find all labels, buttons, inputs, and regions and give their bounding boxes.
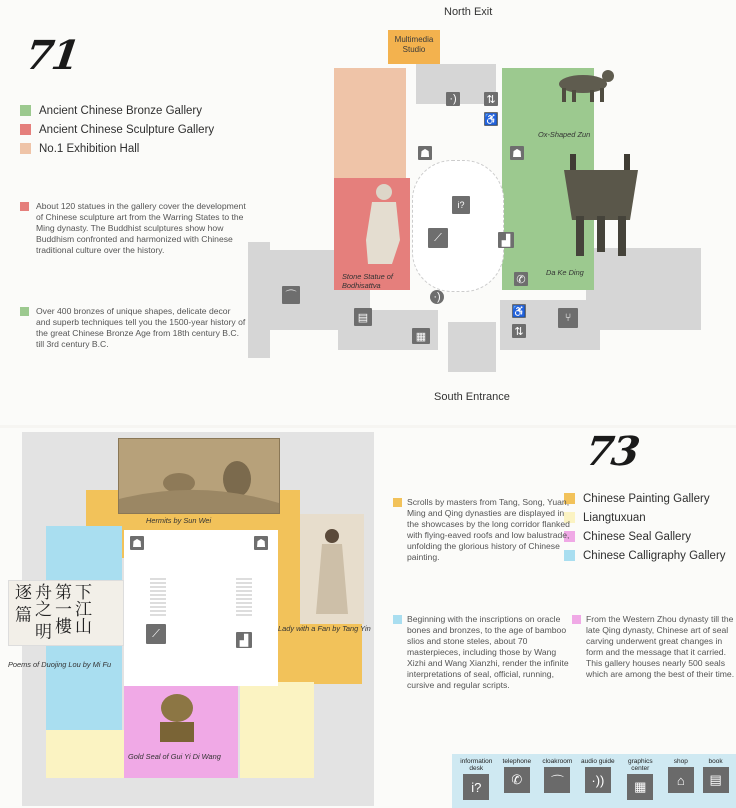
- facility-label: shop: [673, 758, 688, 765]
- floor73-desc-calligraphy: [393, 614, 573, 691]
- book-icon[interactable]: ▤: [354, 308, 372, 326]
- desc-text: From the Western Zhou dynasty till the late Qing dynasty, Chinese art of seal carving underwent great changes in form and the message that it carried. This gallery houses nearly 500 seals which are among the best of their time.: [586, 614, 735, 679]
- seal-icon: [152, 686, 202, 746]
- facility-cloakroom[interactable]: [539, 758, 576, 804]
- poems-caption: Poems of Duojing Lou by Mi Fu: [8, 660, 112, 669]
- legend-label: Ancient Chinese Sculpture Gallery: [39, 123, 215, 136]
- legend-label: Liangtuxuan: [583, 511, 646, 524]
- audio-icon[interactable]: ·): [430, 290, 444, 304]
- desc-text: Over 400 bronzes of unique shapes, delicate decor and superb techniques tell you the 1500-year history of the great Chinese Bronze Age from 18th century B.C. till 3rd century B.C.: [36, 306, 246, 349]
- legend-label: Chinese Seal Gallery: [583, 530, 692, 543]
- ding-icon: [560, 150, 642, 260]
- legend-label: Chinese Calligraphy Gallery: [583, 549, 726, 562]
- ox-zun-image: [548, 66, 618, 106]
- facility-label: telephone: [502, 758, 532, 765]
- elevator-icon[interactable]: ⇅: [512, 324, 526, 338]
- calligraphy-artwork: [8, 580, 124, 646]
- facility-audio[interactable]: [580, 758, 617, 804]
- swatch: [20, 307, 29, 316]
- desc-text: Scrolls by masters from Tang, Song, Yuan, Ming and Qing dynasties are displayed in the showcases by the long corridor flanked with flying-eaved roofs and low balustrade, unfolding the glorious history of Chinese painting.: [407, 497, 570, 562]
- toilet-icon[interactable]: ☗: [130, 536, 144, 550]
- gold-seal-image: [152, 686, 202, 746]
- multimedia-label: Multimedia Studio: [394, 35, 434, 54]
- bodhisattva-caption: Stone Statue of Bodhisattva: [342, 272, 393, 290]
- legend-bronze: [20, 101, 214, 120]
- toilet-icon[interactable]: ☗: [418, 146, 432, 160]
- legend-label: Chinese Painting Gallery: [583, 492, 710, 505]
- desc-text: Beginning with the inscriptions on oracle bones and bronzes, to the age of bamboo slios and stone steles, about 70 masterpieces, including those by Wang Xizhi and Wang Xianzhi, render the infinite interpretations of seal, official, running, cursive and regular scripts.: [407, 614, 569, 690]
- walkway-right: [236, 576, 252, 618]
- legend-seal: [564, 527, 726, 546]
- telephone-icon: ✆: [504, 767, 530, 793]
- facility-label: graphics center: [628, 758, 653, 772]
- legend-painting: [564, 489, 726, 508]
- legend-liangtuxuan: [564, 508, 726, 527]
- facility-label: book: [708, 758, 723, 765]
- hermits-painting: [118, 438, 280, 514]
- legend-label: Ancient Chinese Bronze Gallery: [39, 104, 202, 117]
- info-icon: i?: [463, 774, 489, 800]
- swatch: [20, 105, 31, 116]
- stairs-icon[interactable]: ▟: [498, 232, 514, 248]
- bodhisattva-image: [358, 180, 408, 266]
- da-ke-ding-caption: Da Ke Ding: [546, 268, 584, 277]
- shop-icon: ⌂: [668, 767, 694, 793]
- floor73-number: 73: [582, 428, 641, 475]
- lady-painting: [300, 514, 364, 624]
- legend-sculpture: [20, 120, 214, 139]
- facility-shop[interactable]: [665, 758, 698, 804]
- facility-label: information desk: [460, 758, 493, 772]
- graphics-icon[interactable]: ▦: [412, 328, 430, 344]
- floor73-map: [0, 430, 380, 808]
- hermits-caption: Hermits by Sun Wei: [146, 516, 212, 525]
- elevator-icon[interactable]: ⇅: [484, 92, 498, 106]
- lady-caption: Lady with a Fan by Tang Yin: [278, 624, 371, 633]
- floor71-desc-sculpture: [20, 201, 246, 256]
- calligraphy-text: 下江山 第一樓 舟之 明 逐 篇: [11, 583, 91, 640]
- floor71-map: [248, 0, 736, 425]
- map-bottom-block: [448, 322, 496, 372]
- swatch: [393, 615, 402, 624]
- facility-label: audio guide: [581, 758, 615, 765]
- escalator-icon[interactable]: ⟋: [428, 228, 448, 248]
- south-entrance-label: South Entrance: [434, 391, 510, 403]
- info-icon[interactable]: i?: [452, 196, 470, 214]
- escalator-icon[interactable]: ⟋: [146, 624, 166, 644]
- accessible-icon[interactable]: ♿: [484, 113, 498, 126]
- floor73-legend: [564, 489, 726, 565]
- facility-info[interactable]: [458, 758, 495, 804]
- floor73-desc-seal: [572, 614, 736, 680]
- cloakroom-icon[interactable]: ⌒: [282, 286, 300, 304]
- map-right-wing: [586, 248, 701, 330]
- swatch: [20, 202, 29, 211]
- floor73-desc-painting: [393, 497, 573, 563]
- painting-icon: [119, 439, 279, 513]
- facility-telephone[interactable]: [499, 758, 536, 804]
- graphics-icon: ▦: [627, 774, 653, 800]
- facilities-bar: [452, 754, 736, 808]
- restaurant-icon[interactable]: ⑂: [558, 308, 578, 328]
- toilet-icon[interactable]: ☗: [254, 536, 268, 550]
- floor71-number: 71: [22, 32, 81, 79]
- courtyard: [412, 160, 504, 292]
- swatch: [20, 143, 31, 154]
- swatch: [572, 615, 581, 624]
- facility-book[interactable]: [701, 758, 730, 804]
- stairs-icon[interactable]: ▟: [236, 632, 252, 648]
- statue-icon: [358, 180, 408, 266]
- toilet-icon[interactable]: ☗: [510, 146, 524, 160]
- hanger-icon: ⌒: [544, 767, 570, 793]
- swatch: [20, 124, 31, 135]
- legend-label: No.1 Exhibition Hall: [39, 142, 140, 155]
- facility-label: cloakroom: [542, 758, 573, 765]
- legend-calligraphy: [564, 546, 726, 565]
- desc-text: About 120 statues in the gallery cover the development of Chinese sculpture art from the Warring States to the Ming dynasty. The Buddhist sculptures show how Buddhism confronted and harmonized with Chinese traditional culture over the history.: [36, 201, 246, 255]
- floor71-desc-bronze: [20, 306, 246, 350]
- ox-zun-icon: [548, 66, 618, 106]
- walkway-left: [150, 576, 166, 618]
- legend-hall: [20, 139, 214, 158]
- facility-graphics[interactable]: [620, 758, 660, 804]
- book-icon: ▤: [703, 767, 729, 793]
- courtyard-73: [124, 530, 278, 686]
- zone-calligraphy-lower: [46, 730, 126, 778]
- telephone-icon[interactable]: ✆: [514, 272, 528, 286]
- swatch: [393, 498, 402, 507]
- north-exit-label: North Exit: [444, 6, 493, 18]
- audio-icon: ·)): [585, 767, 611, 793]
- ox-zun-caption: Ox-Shaped Zun: [538, 130, 591, 139]
- lady-icon: [300, 514, 364, 624]
- seal-caption: Gold Seal of Gui Yi Di Wang: [128, 752, 221, 761]
- da-ke-ding-image: [560, 150, 642, 260]
- accessible-icon[interactable]: ♿: [512, 305, 526, 318]
- zone-liangtuxuan: [240, 682, 314, 778]
- audio-icon[interactable]: ·): [446, 92, 460, 106]
- floor71-legend: [20, 101, 214, 158]
